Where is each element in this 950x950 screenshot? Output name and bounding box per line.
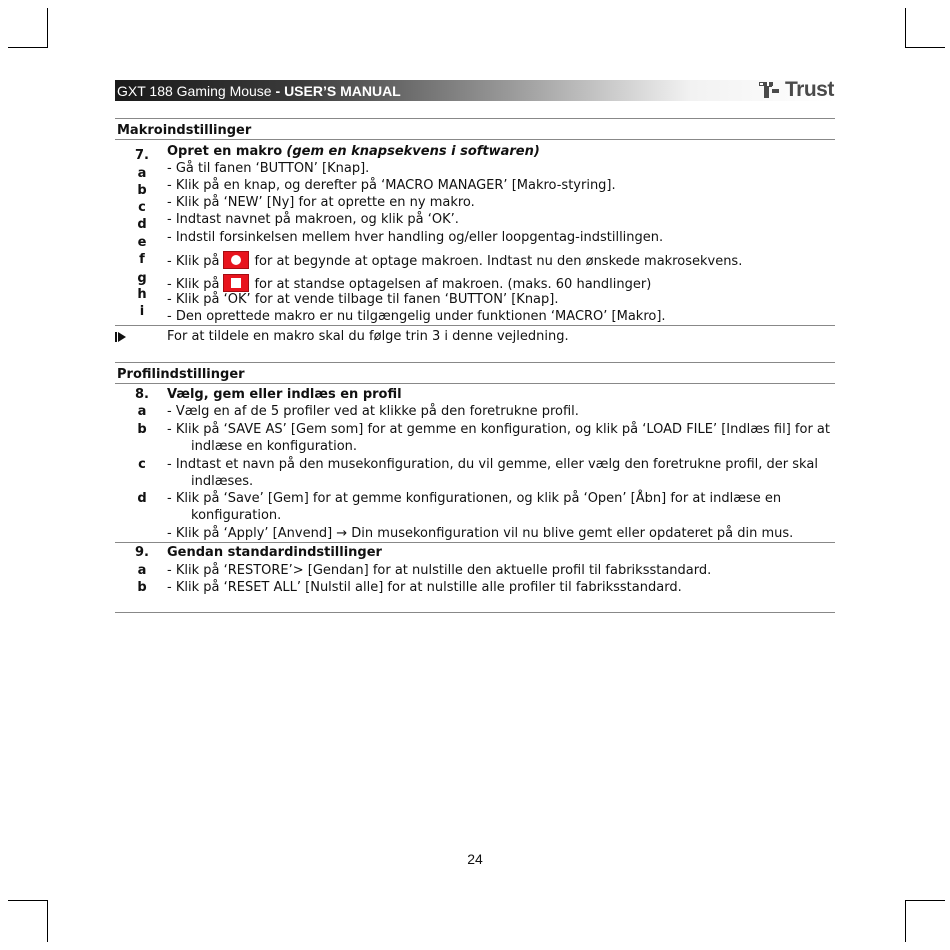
item-text-post: for at begynde at optage makroen. Indtast nu den ønskede makrosekvens.: [254, 254, 743, 269]
item-text: - Indtast navnet på makroen, og klik på ‘OK’.: [167, 212, 459, 227]
step-number: 7.: [135, 148, 149, 163]
item-text: - Vælg en af de 5 profiler ved at klikke på den foretrukne profil.: [167, 404, 579, 419]
step-title: Gendan standardindstillinger: [167, 545, 382, 560]
divider: [115, 325, 835, 326]
item-label: b: [137, 580, 147, 595]
item-label: b: [137, 422, 147, 437]
crop-mark-bottom-left-h: [8, 900, 48, 901]
item-text: - Klik på ‘RESTORE’> [Gendan] for at nulstille den aktuelle profil til fabriksstandard.: [167, 563, 712, 578]
divider: [115, 542, 835, 543]
step-number: 8.: [135, 387, 149, 402]
item-label: h: [137, 287, 147, 302]
item-text-pre: - Klik på: [167, 277, 220, 292]
crop-mark-bottom-right-v: [905, 900, 906, 942]
item-text: - Indstil forsinkelsen mellem hver handling og/eller loopgentag-indstillingen.: [167, 230, 664, 245]
step-subtitle: (gem en knapsekvens i softwaren): [286, 144, 540, 159]
item-text-post: for at standse optagelsen af makroen. (maks. 60 handlinger): [254, 277, 652, 292]
stop-button-icon: [223, 274, 249, 292]
step-title: [167, 143, 835, 160]
item-text: - Klik på en knap, og derefter på ‘MACRO MANAGER’ [Makro-styring].: [167, 178, 616, 193]
item-label: d: [137, 491, 147, 506]
item-label: d: [137, 217, 147, 232]
page-number: 24: [467, 851, 483, 867]
trust-logo: [758, 78, 834, 102]
section-title-macro: Makroindstillinger: [117, 123, 252, 138]
item-text: - Den oprettede makro er nu tilgængelig under funktionen ‘MACRO’ [Makro].: [167, 309, 666, 324]
item-text: [167, 251, 835, 270]
step-number: 9.: [135, 545, 149, 560]
item-text: - Klik på ‘NEW’ [Ny] for at oprette en ny makro.: [167, 195, 475, 210]
item-label: e: [137, 235, 147, 250]
item-text: - Klik på ‘RESET ALL’ [Nulstil alle] for at nulstille alle profiler til fabriksstandard.: [167, 580, 682, 595]
brand-name: Trust: [785, 78, 834, 101]
item-label: a: [137, 404, 147, 419]
section-title-profile: Profilindstillinger: [117, 367, 245, 382]
item-text: - Klik på ‘Apply’ [Anvend] → Din musekonfiguration vil nu blive gemt eller opdateret på din mus.: [167, 526, 794, 541]
step-title-text: Opret en makro: [167, 144, 283, 159]
divider: [115, 612, 835, 613]
item-text: - Klik på ‘SAVE AS’ [Gem som] for at gemme en konfiguration, og klik på ‘LOAD FILE’ [Indlæs fil] for at indlæse en konfiguration.: [167, 422, 830, 454]
crop-mark-bottom-left-v: [47, 900, 48, 942]
divider: [115, 362, 835, 363]
item-label: g: [137, 271, 147, 286]
note-text: For at tildele en makro skal du følge trin 3 i denne vejledning.: [167, 329, 569, 344]
header-title: [117, 83, 401, 99]
item-label: a: [137, 563, 147, 578]
header-separator: -: [271, 83, 285, 99]
item-label: i: [139, 304, 145, 319]
crop-mark-top-right-v: [905, 8, 906, 48]
trust-logo-icon: [758, 81, 784, 99]
item-label: b: [137, 183, 147, 198]
manual-label: USER’S MANUAL: [284, 83, 401, 99]
crop-mark-bottom-right-h: [905, 900, 945, 901]
item-label: c: [138, 457, 146, 472]
divider: [115, 118, 835, 119]
crop-mark-top-left-v: [47, 8, 48, 48]
crop-mark-top-right-h: [905, 47, 945, 48]
step-title: Vælg, gem eller indlæs en profil: [167, 387, 402, 402]
crop-mark-top-left-h: [8, 47, 48, 48]
record-button-icon: [223, 251, 249, 269]
item-text: - Indtast et navn på den musekonfiguration, du vil gemme, eller vælg den foretrukne profil, der skal indlæses.: [167, 457, 818, 489]
item-label: a: [137, 166, 147, 181]
divider: [115, 139, 835, 140]
item-label: f: [139, 252, 145, 267]
divider: [115, 383, 835, 384]
product-name: GXT 188 Gaming Mouse: [117, 83, 272, 99]
item-label: c: [138, 200, 146, 215]
note-arrow-icon: [115, 331, 127, 343]
item-text-pre: - Klik på: [167, 254, 220, 269]
item-text: - Klik på ‘OK’ for at vende tilbage til fanen ‘BUTTON’ [Knap].: [167, 292, 559, 307]
item-text: - Klik på ‘Save’ [Gem] for at gemme konfigurationen, og klik på ‘Open’ [Åbn] for at indlæse en konfiguration.: [167, 491, 782, 523]
item-text: - Gå til fanen ‘BUTTON’ [Knap].: [167, 161, 370, 176]
